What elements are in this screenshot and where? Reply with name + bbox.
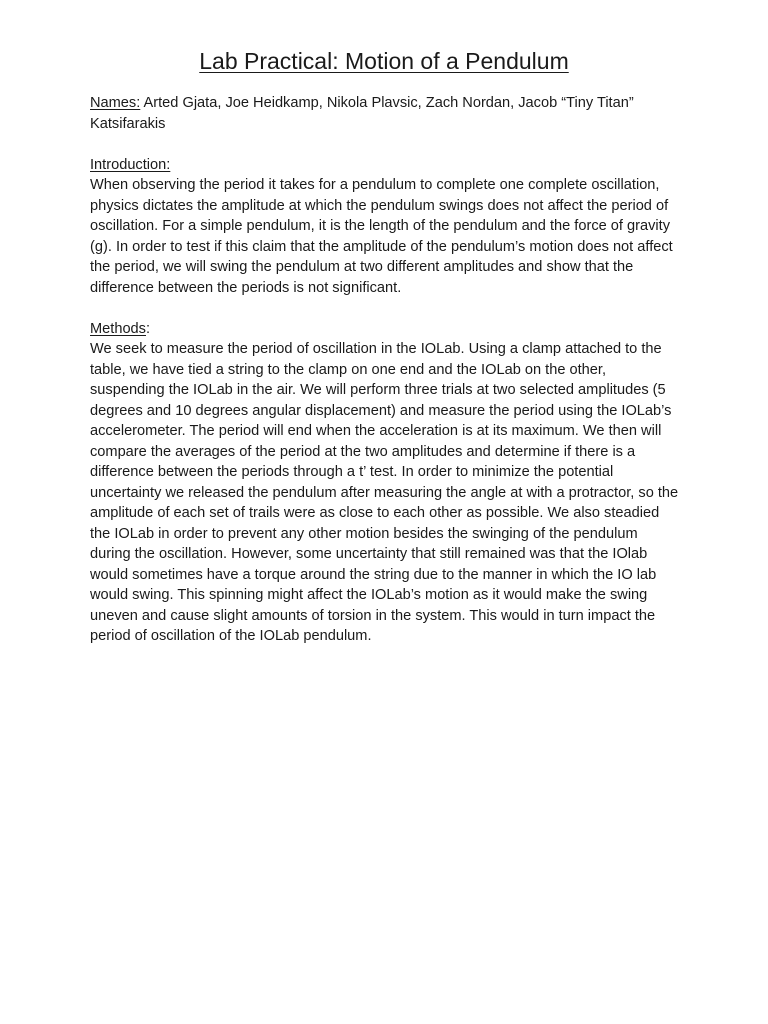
introduction-heading	[90, 155, 680, 176]
methods-heading-colon: :	[145, 320, 151, 337]
document-title: Lab Practical: Motion of a Pendulum	[199, 48, 569, 74]
names-text: Arted Gjata, Joe Heidkamp, Nikola Plavsic, Zach Nordan, Jacob “Tiny Titan” Katsifarakis	[90, 95, 634, 132]
document-body	[90, 93, 680, 647]
paragraph-spacer	[90, 134, 680, 155]
methods-body: We seek to measure the period of oscillation in the IOLab. Using a clamp attached to the table, we have tied a string to the clamp on one end and the IOLab on the other, suspending the IOLab in the air. We will perform three trials at two selected amplitudes (5 degrees and 10 degrees angular displacement) and measure the period using the IOLab’s accelerometer. The period will end when the acceleration is at its maximum. We then will compare the averages of the period at the two amplitudes and determine if there is a difference between the periods through a t’ test. In order to minimize the potential uncertainty we released the pendulum after measuring the angle at with a protractor, so the amplitude of each set of trails were as close to each other as possible. We also steadied the IOLab in order to prevent any other motion besides the swinging of the pendulum during the oscillation. However, some uncertainty that still remained was that the IOlab would sometimes have a torque around the string due to the manner in which the IO lab would swing. This spinning might affect the IOLab’s motion as it would make the swing uneven and cause slight amounts of torsion in the system. This would in turn impact the period of oscillation of the IOLab pendulum.	[90, 341, 679, 644]
introduction-body: When observing the period it takes for a pendulum to complete one complete oscillation, physics dictates the amplitude at which the pendulum swings does not affect the period of oscillation. For a simple pendulum, it is the length of the pendulum and the force of gravity (g). In order to test if this claim that the amplitude of the pendulum’s motion does not affect the period, we will swing the pendulum at two different amplitudes and show that the difference between the periods is not significant.	[90, 177, 673, 296]
names-label: Names:	[90, 95, 141, 111]
names-paragraph	[90, 93, 680, 134]
methods-heading	[90, 319, 680, 340]
paragraph-spacer	[90, 298, 680, 319]
methods-heading-label: Methods	[90, 320, 146, 337]
introduction-heading-label: Introduction:	[90, 156, 171, 173]
